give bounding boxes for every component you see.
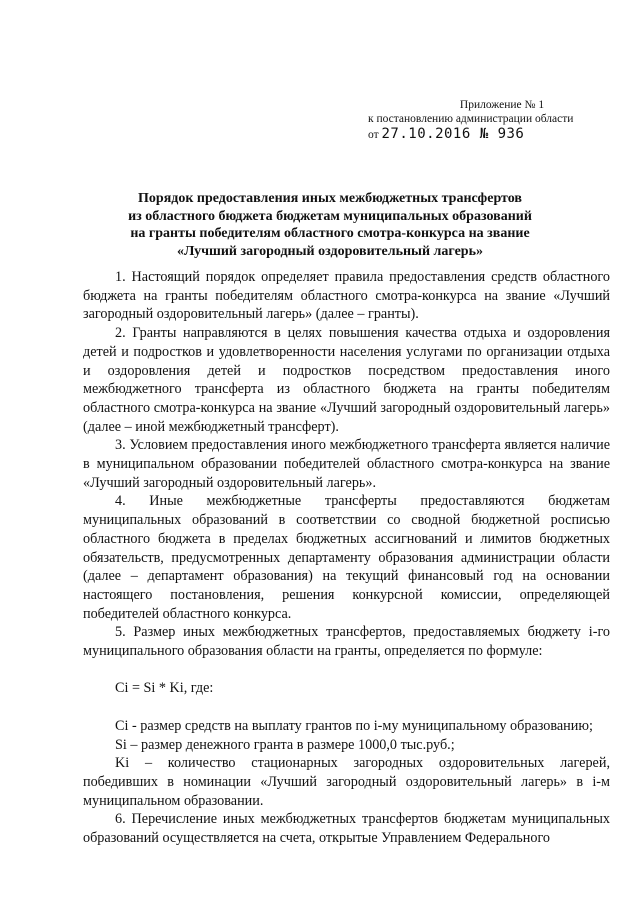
document-body: [83, 268, 610, 848]
annex-date-value: 27.10.2016 № 936: [381, 126, 525, 142]
annex-subtitle: к постановлению администрации области: [368, 113, 574, 125]
definition-ki: Ki – количество стационарных загородных оздоровительных лагерей, победивших в номинации «Лучший загородный оздоровительный лагерь» в i-м муниципальном образовании.: [83, 755, 610, 809]
definition-si: Si – размер денежного гранта в размере 1000,0 тыс.руб.;: [115, 736, 455, 753]
paragraph-6: 6. Перечисление иных межбюджетных трансфертов бюджетам муниципальных образований осуществляется на счета, открытые Управлением Федерального: [83, 811, 610, 847]
paragraph-2: 2. Гранты направляются в целях повышения качества отдыха и оздоровления детей и подростков и удовлетворенности населения услугами по организации отдыха и оздоровления детей и подростков посредством предоставления иного межбюджетного трансферта из областного бюджета на гранты победителям областного смотра-конкурса на звание «Лучший загородный оздоровительный лагерь» (далее – иной межбюджетный трансферт).: [83, 325, 610, 435]
formula: Ci = Si * Ki, где:: [115, 680, 214, 697]
paragraph-3: 3. Условием предоставления иного межбюджетного трансферта является наличие в муниципальном образовании победителей областного смотра-конкурса на звание «Лучший загородный оздоровительный лагерь».: [83, 437, 610, 491]
paragraph-4: 4. Иные межбюджетные трансферты предоставляются бюджетам муниципальных образований в соответствии со сводной бюджетной росписью областного бюджета в пределах бюджетных ассигнований и лимитов бюджетных обязательств, предусмотренных департаменту образования администрации области (далее – департамент образования) на текущий финансовый год на основании настоящего постановления, решения конкурсной комиссии, определяющей победителей областного конкурса.: [83, 493, 610, 622]
heading-line: «Лучший загородный оздоровительный лагерь»: [177, 243, 483, 259]
heading-line: из областного бюджета бюджетам муниципальных образований: [128, 208, 532, 224]
heading-line: Порядок предоставления иных межбюджетных трансфертов: [138, 191, 522, 206]
annex-title: Приложение № 1: [459, 99, 545, 111]
paragraph-1: 1. Настоящий порядок определяет правила предоставления средств областного бюджета на гранты победителям областного смотра-конкурса на звание «Лучший загородный оздоровительный лагерь» (далее – гранты).: [83, 269, 610, 323]
document-heading: [80, 190, 580, 260]
annex-date-prefix: от: [368, 129, 379, 141]
annex-date-line: [368, 127, 618, 142]
definition-ci: Ci - размер средств на выплату грантов по i-му муниципальному образованию;: [115, 717, 593, 734]
annex-block: [368, 98, 618, 142]
heading-line: на гранты победителям областного смотра-конкурса на звание: [130, 226, 530, 241]
paragraph-5: 5. Размер иных межбюджетных трансфертов, предоставляемых бюджету i-го муниципального образования области на гранты, определяется по формуле:: [83, 624, 610, 660]
